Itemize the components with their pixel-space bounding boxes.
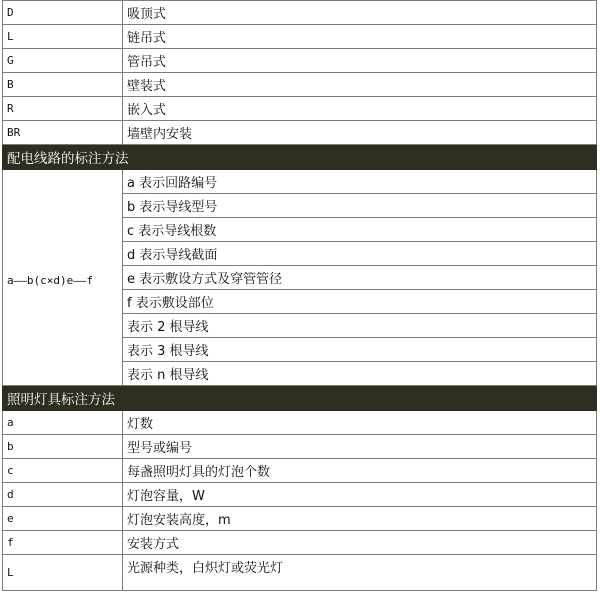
lighting-code: L <box>3 555 123 591</box>
table-row <box>3 555 597 591</box>
lighting-desc: 型号或编号 <box>123 435 597 459</box>
lighting-code: e <box>3 507 123 531</box>
mount-code: R <box>3 97 123 121</box>
lighting-code: a <box>3 411 123 435</box>
mount-code: D <box>3 1 123 25</box>
lighting-code: f <box>3 531 123 555</box>
wiring-item: 表示 2 根导线 <box>123 314 597 338</box>
mount-desc: 嵌入式 <box>123 97 597 121</box>
mount-desc: 壁装式 <box>123 73 597 97</box>
wiring-item: f 表示敷设部位 <box>123 290 597 314</box>
lighting-desc: 光源种类，白炽灯或荧光灯 <box>123 555 597 591</box>
table-row <box>3 507 597 531</box>
mount-desc: 管吊式 <box>123 49 597 73</box>
wiring-item: d 表示导线截面 <box>123 242 597 266</box>
table-row <box>3 49 597 73</box>
mount-desc: 链吊式 <box>123 25 597 49</box>
wiring-item: 表示 3 根导线 <box>123 338 597 362</box>
section-header-lighting <box>3 386 597 411</box>
mount-desc: 墙壁内安装 <box>123 121 597 145</box>
wiring-item: 表示 n 根导线 <box>123 362 597 386</box>
table-row <box>3 121 597 145</box>
mount-code: B <box>3 73 123 97</box>
table-row <box>3 170 597 194</box>
table-row <box>3 483 597 507</box>
section-header-wiring <box>3 145 597 170</box>
lighting-desc: 灯泡容量，W <box>123 483 597 507</box>
wiring-item: c 表示导线根数 <box>123 218 597 242</box>
wiring-item: b 表示导线型号 <box>123 194 597 218</box>
mount-code: G <box>3 49 123 73</box>
mount-code: L <box>3 25 123 49</box>
lighting-code: d <box>3 483 123 507</box>
lighting-code: c <box>3 459 123 483</box>
table-row <box>3 97 597 121</box>
section-title: 照明灯具标注方法 <box>3 386 597 411</box>
symbol-table-container <box>2 0 596 591</box>
section-title: 配电线路的标注方法 <box>3 145 597 170</box>
lighting-desc: 安装方式 <box>123 531 597 555</box>
table-row <box>3 73 597 97</box>
table-row <box>3 25 597 49</box>
wiring-formula: a——b(c×d)e——f <box>3 170 123 386</box>
wiring-item: e 表示敷设方式及穿管管径 <box>123 266 597 290</box>
table-row <box>3 459 597 483</box>
table-row <box>3 411 597 435</box>
table-row <box>3 435 597 459</box>
table-row <box>3 1 597 25</box>
mount-code: BR <box>3 121 123 145</box>
table-row <box>3 531 597 555</box>
wiring-item: a 表示回路编号 <box>123 170 597 194</box>
mount-desc: 吸顶式 <box>123 1 597 25</box>
electrical-symbol-table <box>2 0 597 591</box>
lighting-code: b <box>3 435 123 459</box>
lighting-desc: 灯数 <box>123 411 597 435</box>
lighting-desc: 灯泡安装高度，m <box>123 507 597 531</box>
lighting-desc: 每盏照明灯具的灯泡个数 <box>123 459 597 483</box>
